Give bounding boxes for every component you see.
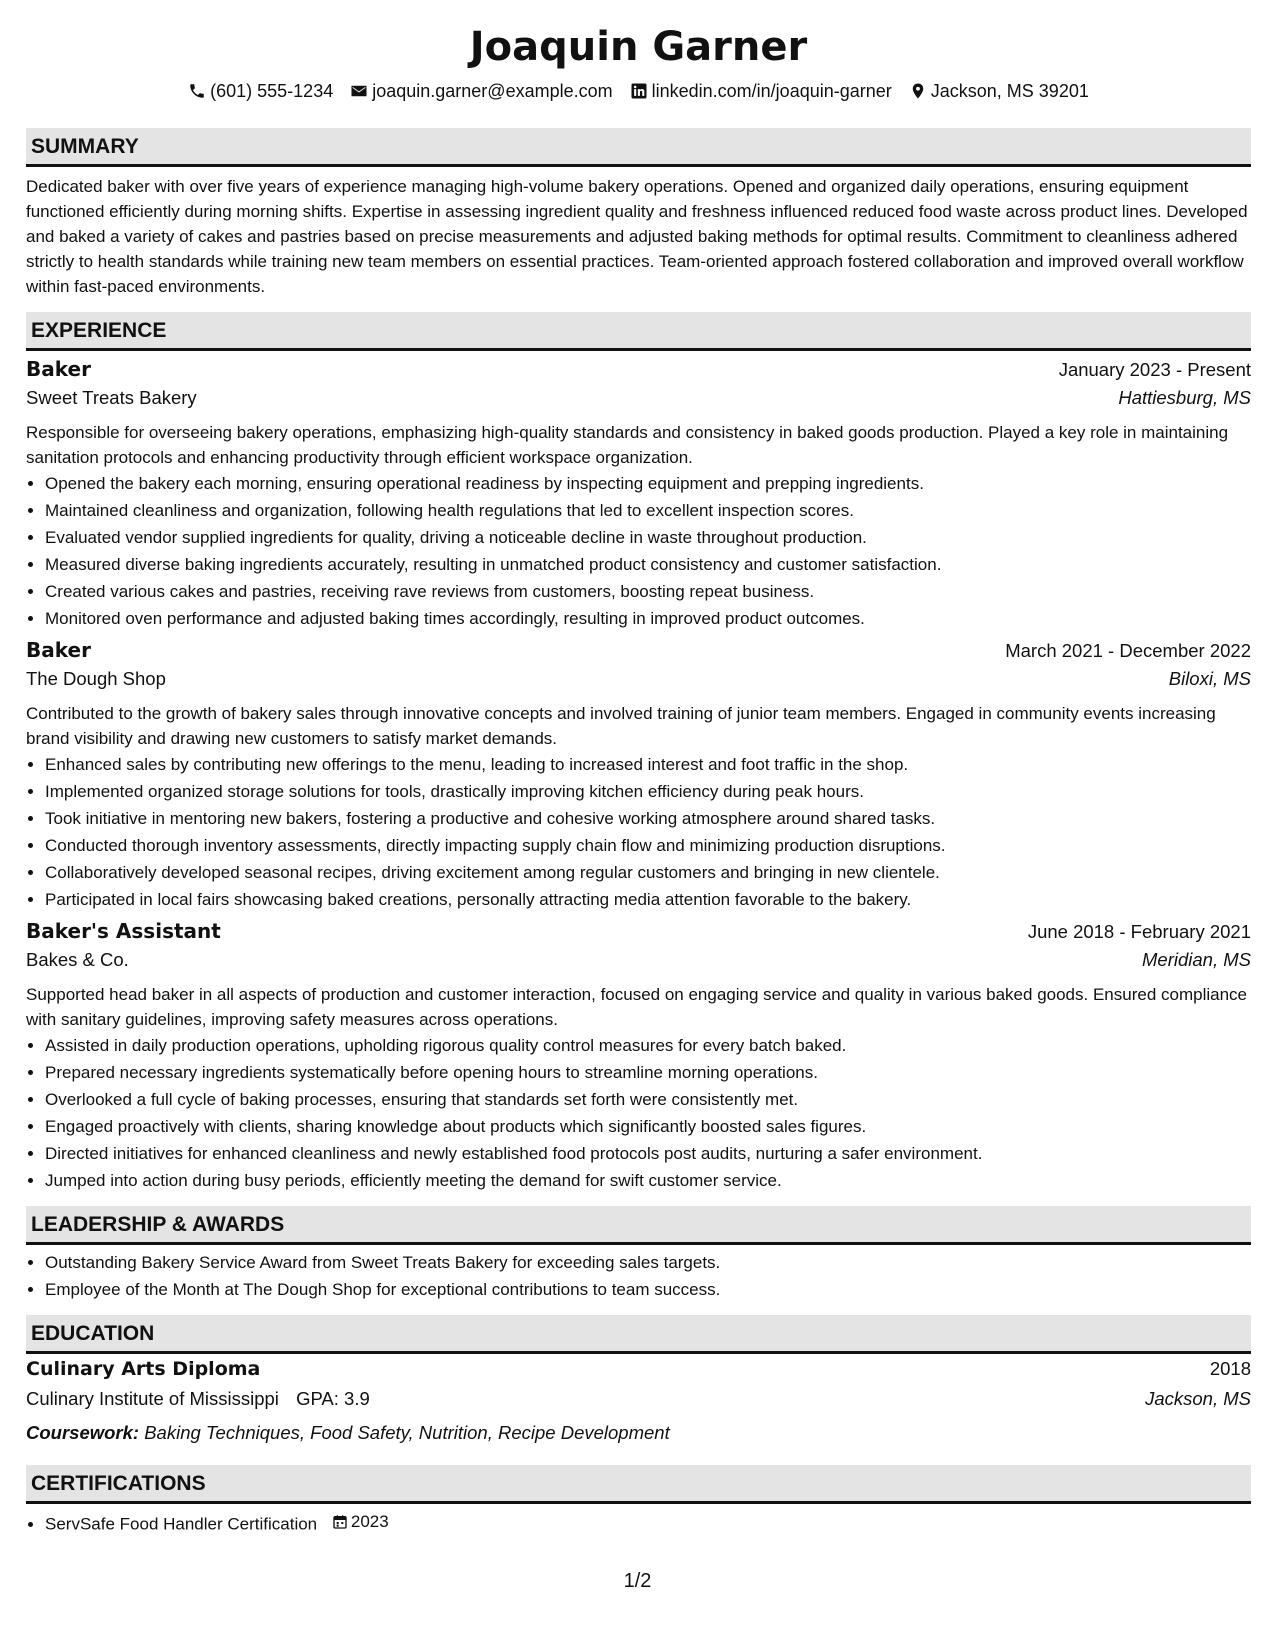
job-entry [26, 638, 1251, 913]
list-item: • Opened the bakery each morning, ensuring operational readiness by inspecting equipment and prepping ingredients. [45, 470, 1251, 497]
job-bullets [26, 751, 1251, 913]
email-text[interactable]: joaquin.garner@example.com [372, 80, 613, 101]
contact-email[interactable] [350, 81, 612, 102]
job-dates: June 2018 - February 2021 [1027, 921, 1251, 942]
job-title: Baker [26, 638, 91, 662]
job-description: Responsible for overseeing bakery operations, emphasizing high-quality standards and consistency in baked goods production. Played a key role in maintaining sanitation protocols and enhancing productivity through efficient workspace organization. [26, 423, 1229, 467]
location-text: Jackson, MS 39201 [930, 80, 1089, 101]
job-description: Contributed to the growth of bakery sales through innovative concepts and involved training of junior team members. Engaged in community events increasing brand visibility and drawing new customers to satisfy market demands. [26, 704, 1216, 748]
job-location: Hattiesburg, MS [1118, 387, 1251, 408]
job-entry [26, 919, 1251, 1194]
job-location: Meridian, MS [1142, 949, 1251, 970]
resume-page [26, 0, 1251, 1538]
awards-list [26, 1249, 1251, 1303]
job-bullets [26, 1032, 1251, 1194]
coursework-text: Baking Techniques, Food Safety, Nutrition, Recipe Development [144, 1422, 670, 1443]
list-item: • Overlooked a full cycle of baking processes, ensuring that standards set forth were consistently met. [45, 1086, 1251, 1113]
section-heading-experience: EXPERIENCE [26, 312, 1251, 351]
contact-bar [26, 78, 1251, 104]
education-year: 2018 [1209, 1358, 1251, 1379]
list-item: • Engaged proactively with clients, sharing knowledge about products which significantly boosted sales figures. [45, 1113, 1251, 1140]
certification-name: ServSafe Food Handler Certification [45, 1514, 318, 1534]
contact-phone [188, 81, 333, 102]
list-item: • Outstanding Bakery Service Award from Sweet Treats Bakery for exceeding sales targets. [45, 1249, 1251, 1276]
location-icon [909, 82, 927, 100]
list-item: • Employee of the Month at The Dough Shop for exceptional contributions to team success. [45, 1276, 1251, 1303]
calendar-icon [332, 1514, 348, 1530]
job-dates: March 2021 - December 2022 [1005, 640, 1251, 661]
list-item: • Maintained cleanliness and organization, following health regulations that led to excellent inspection scores. [45, 497, 1251, 524]
list-item: • Jumped into action during busy periods, efficiently meeting the demand for swift customer service. [45, 1167, 1251, 1194]
list-item [45, 1508, 1251, 1538]
list-item: • Monitored oven performance and adjusted baking times accordingly, resulting in improved product outcomes. [45, 605, 1251, 632]
list-item: • Assisted in daily production operations, upholding rigorous quality control measures for every batch baked. [45, 1032, 1251, 1059]
summary-text: Dedicated baker with over five years of experience managing high-volume bakery operations. Opened and organized daily operations, ensuring equipment functioned efficiently during morning shifts. Expertise in assessing ingredient quality and freshness influenced reduced food waste across product lines. Developed and baked a variety of cakes and pastries based on precise measurements and adjusted baking methods for optimal results. Commitment to cleanliness adhered strictly to health standards while training new team members on essential practices. Team-oriented approach fostered collaboration and improved overall workflow within fast-paced environments. [26, 177, 1248, 296]
job-title: Baker's Assistant [26, 919, 221, 943]
list-item: • Prepared necessary ingredients systematically before opening hours to streamline morning operations. [45, 1059, 1251, 1086]
phone-icon [188, 82, 206, 100]
contact-linkedin[interactable] [630, 81, 892, 102]
linkedin-text[interactable]: linkedin.com/in/joaquin-garner [651, 80, 892, 101]
email-icon [350, 82, 368, 100]
list-item: • Conducted thorough inventory assessments, directly impacting supply chain flow and minimizing production disruptions. [45, 832, 1251, 859]
list-item: • Collaboratively developed seasonal recipes, driving excitement among regular customers and bringing in new clientele. [45, 859, 1251, 886]
coursework-line [26, 1418, 1251, 1448]
candidate-name: Joaquin Garner [469, 24, 808, 70]
certification-date [332, 1508, 389, 1535]
list-item: • Evaluated vendor supplied ingredients for quality, driving a noticeable decline in waste throughout production. [45, 524, 1251, 551]
linkedin-icon [630, 82, 648, 100]
job-company: The Dough Shop [26, 668, 166, 689]
education-entry [26, 1358, 1251, 1448]
section-heading-certifications: CERTIFICATIONS [26, 1465, 1251, 1504]
school-name: Culinary Institute of Mississippi [26, 1388, 279, 1409]
certification-year: 2023 [350, 1512, 389, 1531]
job-dates: January 2023 - Present [1058, 359, 1251, 380]
section-heading-leadership: LEADERSHIP & AWARDS [26, 1206, 1251, 1245]
job-title: Baker [26, 357, 91, 381]
section-heading-education: EDUCATION [26, 1315, 1251, 1354]
degree-title: Culinary Arts Diploma [26, 1358, 261, 1380]
list-item: • Directed initiatives for enhanced cleanliness and newly established food protocols post audits, nurturing a safer environment. [45, 1140, 1251, 1167]
phone-text: (601) 555-1234 [210, 80, 334, 101]
job-company: Sweet Treats Bakery [26, 387, 197, 408]
gpa: GPA: 3.9 [296, 1388, 370, 1409]
list-item: • Took initiative in mentoring new bakers, fostering a productive and cohesive working atmosphere around shared tasks. [45, 805, 1251, 832]
job-entry [26, 357, 1251, 632]
school-location: Jackson, MS [1145, 1388, 1251, 1409]
list-item: • Measured diverse baking ingredients accurately, resulting in unmatched product consistency and customer satisfaction. [45, 551, 1251, 578]
list-item: • Participated in local fairs showcasing baked creations, personally attracting media attention favorable to the bakery. [45, 886, 1251, 913]
job-location: Biloxi, MS [1168, 668, 1251, 689]
coursework-label: Coursework: [26, 1422, 140, 1443]
list-item: • Implemented organized storage solutions for tools, drastically improving kitchen efficiency during peak hours. [45, 778, 1251, 805]
section-heading-summary: SUMMARY [26, 128, 1251, 167]
job-company: Bakes & Co. [26, 949, 129, 970]
school-line [26, 1388, 370, 1410]
certifications-list [26, 1508, 1251, 1538]
job-description: Supported head baker in all aspects of production and customer interaction, focused on engaging service and quality in various baked goods. Ensured compliance with sanitary guidelines, improving safety measures across operations. [26, 985, 1247, 1029]
contact-location [909, 81, 1089, 102]
page-number: 1/2 [623, 1570, 652, 1592]
list-item: • Enhanced sales by contributing new offerings to the menu, leading to increased interest and foot traffic in the shop. [45, 751, 1251, 778]
job-bullets [26, 470, 1251, 632]
list-item: • Created various cakes and pastries, receiving rave reviews from customers, boosting repeat business. [45, 578, 1251, 605]
